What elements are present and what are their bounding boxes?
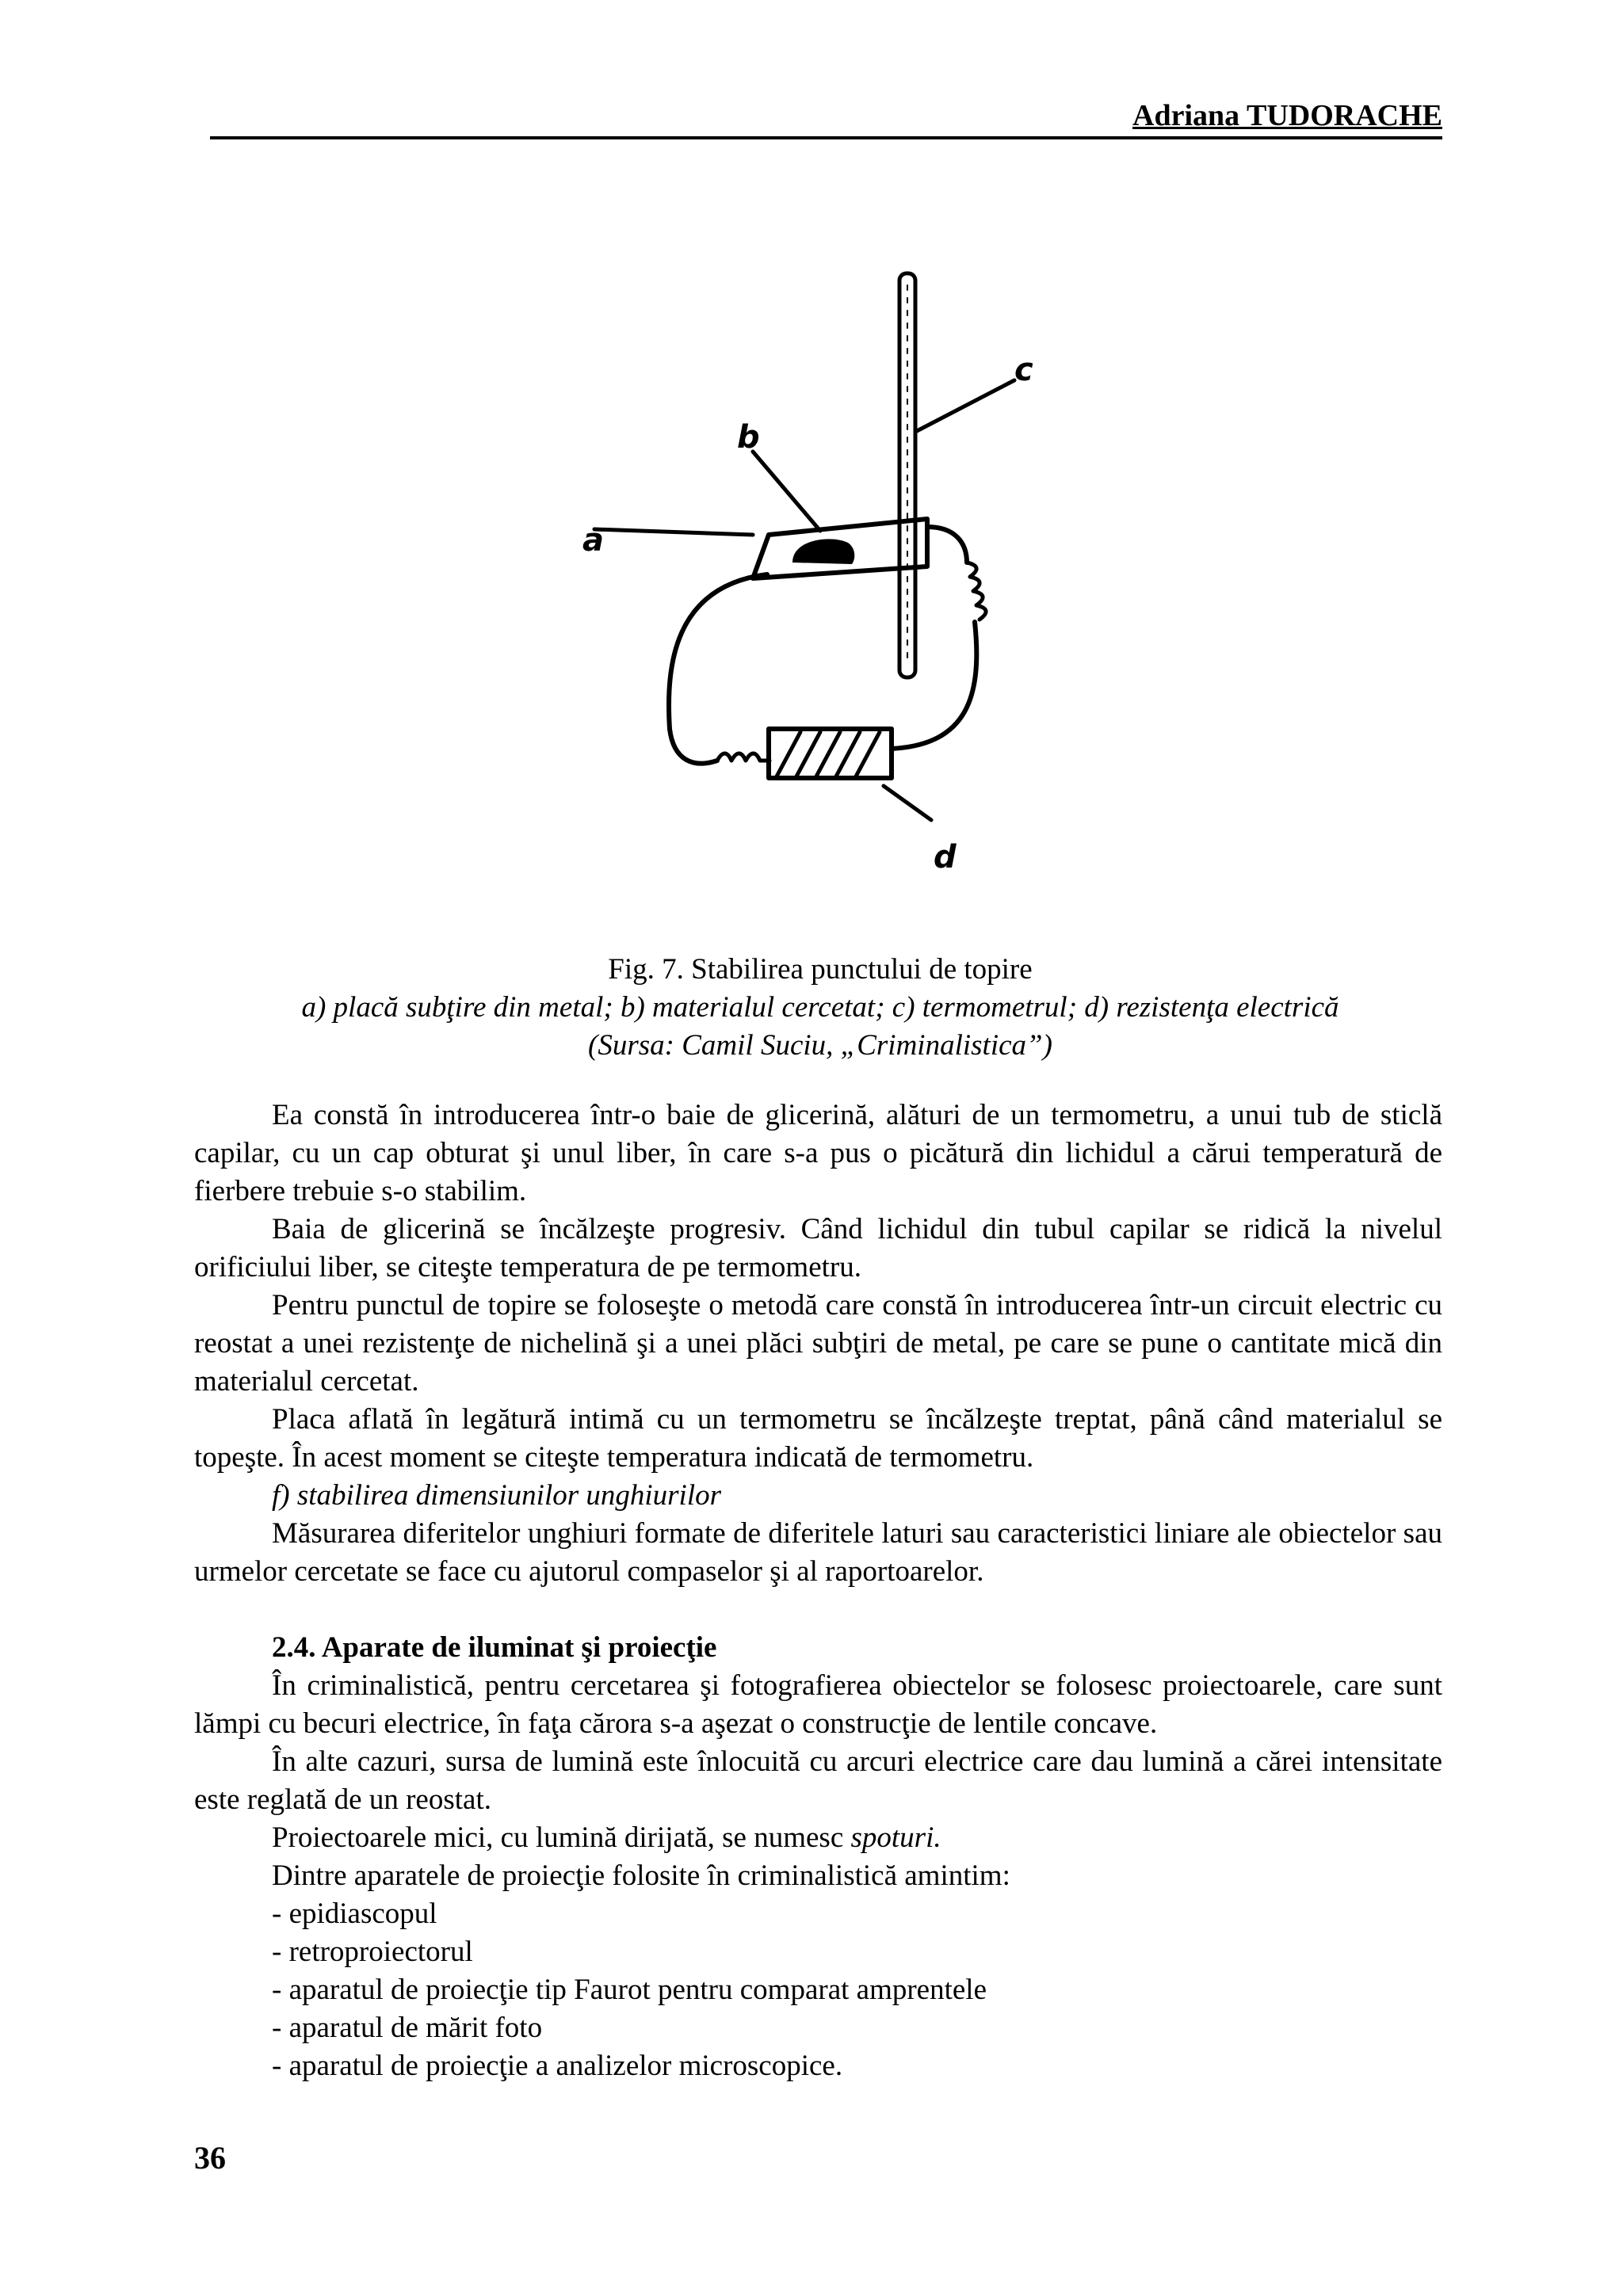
paragraph: Dintre aparatele de proiecţie folosite în criminalistică amintim: — [272, 1859, 1010, 1892]
caption-source: (Sursa: Camil Suciu, „Criminalistica”) — [588, 1029, 1052, 1062]
header-author: Adriana TUDORACHE — [1132, 99, 1442, 132]
subsection-title: f) stabilirea dimensiunilor unghiurilor — [272, 1479, 722, 1512]
circuit-wire — [669, 574, 767, 764]
body-text — [194, 1097, 1442, 2085]
apparatus-list — [194, 1895, 1442, 2085]
caption-title: Fig. 7. Stabilirea punctului de topire — [608, 953, 1033, 986]
paragraph: Pentru punctul de topire se foloseşte o metodă care constă în introducerea într-un circuit electric cu reostat a unei rezistenţe de nichelină şi a unei plăci subţiri de metal, pe care se pune o cantitate mică din materialul cercetat. — [194, 1289, 1442, 1398]
label-c: c — [1014, 352, 1033, 388]
paragraph: În criminalistică, pentru cercetarea şi fotografierea obiectelor se folosesc proiectoarele, care sunt lămpi cu becuri electrice, în faţa cărora s-a aşezat o construcţie de lentile concave. — [194, 1669, 1442, 1740]
paragraph: Baia de glicerină se încălzeşte progresiv. Când lichidul din tubul capilar se ridică la nivelul orificiului liber, se citeşte temperatura de pe termometru. — [194, 1213, 1442, 1283]
sample-material-shape — [792, 539, 854, 564]
thermometer-shape — [899, 273, 915, 677]
paragraph: Măsurarea diferitelor unghiuri formate de diferitele laturi sau caracteristici liniare ale obiectelor sau urmelor cercetate se face cu ajutorul compaselor şi al raportoarelor. — [194, 1517, 1442, 1588]
list-item: - retroproiectorul — [272, 1936, 473, 1968]
list-item: - epidiascopul — [272, 1897, 437, 1930]
list-item: - aparatul de proiecţie tip Faurot pentru comparat amprentele — [272, 1974, 987, 2006]
page-header — [210, 95, 1442, 139]
figure-melting-point-apparatus — [555, 254, 1062, 887]
italic-term: spoturi. — [850, 1821, 941, 1854]
page-number: 36 — [194, 2140, 226, 2176]
paragraph: În alte cazuri, sursa de lumină este înlocuită cu arcuri electrice care dau lumină a cărei intensitate este reglată de un reostat. — [194, 1745, 1442, 1816]
paragraph-text: Proiectoarele mici, cu lumină dirijată, se numesc — [272, 1821, 851, 1854]
list-item: - aparatul de proiecţie a analizelor microscopice. — [272, 2050, 843, 2082]
label-d: d — [934, 839, 957, 875]
resistor-shape — [769, 729, 892, 778]
list-item: - aparatul de mărit foto — [272, 2012, 543, 2044]
paragraph — [194, 1819, 1442, 1857]
label-a: a — [582, 522, 604, 559]
paragraph: Placa aflată în legătură intimă cu un termometru se încălzeşte treptat, până când materialul se topeşte. În acest moment se citeşte temperatura indicată de termometru. — [194, 1403, 1442, 1474]
melting-point-diagram — [555, 254, 1062, 887]
paragraph: Ea constă în introducerea într-o baie de glicerină, alături de un termometru, a unui tub de sticlă capilar, cu un cap obturat şi unul liber, în care s-a pus o picătură din lichidul a cărui temperatură de fierbere trebuie s-o stabilim. — [194, 1099, 1442, 1207]
caption-legend: a) placă subţire din metal; b) materialul cercetat; c) termometrul; d) rezistenţa electrică — [301, 991, 1339, 1024]
figure-caption — [194, 951, 1446, 1065]
label-b: b — [737, 419, 760, 456]
section-heading: 2.4. Aparate de iluminat şi proiecţie — [272, 1631, 717, 1664]
